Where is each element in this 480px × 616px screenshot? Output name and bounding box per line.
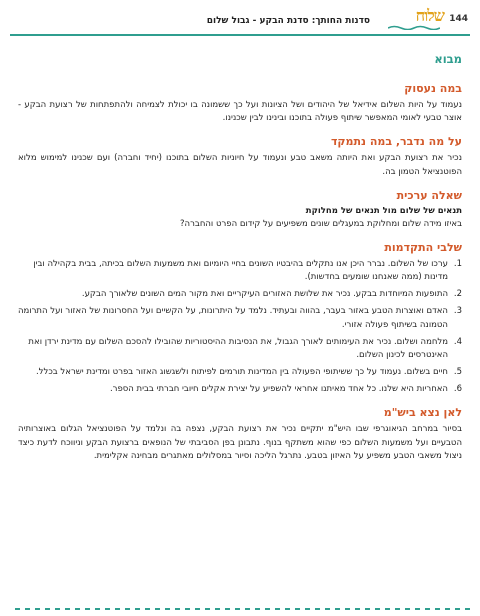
step-number: 5. [453, 367, 462, 378]
section-paragraph: בסיור במרחב הגיאוגרפי שבו היש"מ יתקיים נכיר את רצועת הבקע, נצפה בה ונלמד על הפוטנציאל הגלום באוצרותיה הטבעיים ועל משמעות השלום כפי שהוא משתקף בנוף. נתבונן בפן הסביבתי של הנופאים ברצועת הבקע וניווכח לדעת כיצד ניצול משאבי הטבע משפיע על האיזון בטבע. נתרגל הליכה וסיור במסלולים מאתגרים מבחינה אקלימית. [18, 424, 462, 461]
step-number: 6. [453, 384, 462, 395]
list-item [18, 305, 462, 331]
section-title: במה נעסוק [404, 82, 462, 95]
step-number: 2. [453, 289, 462, 300]
section-paragraph: נכיר את רצועת הבקע ואת היותה משאב טבע ונעמוד על חיוניות השלום בתוכנו (יחיד וחברה) ועם שכנינו למימוש מלוא הפוטנציאל הטמון בה. [18, 153, 462, 177]
section-steps [18, 241, 462, 397]
footer-divider [10, 608, 470, 610]
list-item [18, 258, 462, 284]
section-paragraph: באיזו מידה שלום ומחלוקת במעגלים שונים משפיעים על קידום הפרט והחברה? [180, 218, 462, 229]
section-title: שאלה ערכית [396, 188, 462, 202]
section-title: על מה נדבר, במה נתמקד [330, 135, 462, 149]
section-subtitle: תנאים של שלום מול תנאים של מחלוקת [305, 205, 462, 216]
section-focus [18, 135, 462, 178]
list-item [18, 336, 462, 362]
section-title: שלבי התקדמות [384, 240, 462, 254]
step-text: האחריות היא שלנו. כל אחד מאיתנו אחראי להשפיע על יצירת אקלים חיובי חברתי בבית הספר. [109, 384, 448, 395]
step-text: ערכו של השלום. נברר היכן אנו נתקלים בהיבטיו השונים בחיי היומיום ואת משמעות השלום בכיתה, בבית בקהילה ובין מדינות (ממה שאנחנו שומעים בחדשות). [33, 258, 448, 283]
step-text: האדם ואוצרות הטבע באזור בעבר, בהווה ובעתיד. נלמד על היתרונות, על הקשיים ועל החסרונות של האזור ועל התרומה הטמונה בשיתוף פעולה אזורי. [17, 306, 448, 330]
intro-title: מבוא [434, 52, 462, 66]
logo [384, 6, 444, 32]
step-number: 1. [453, 258, 462, 269]
page-number: 144 [449, 14, 468, 24]
list-item [18, 366, 462, 379]
step-number: 4. [453, 336, 462, 347]
page-content [18, 52, 462, 473]
section-title: לאן נצא ביש"מ [383, 406, 462, 420]
list-item [18, 383, 462, 396]
step-text: מלחמה ושלום. נכיר את העימותים לאורך הגבול, את הנסיבות ההיסטוריות שהובילו להסכם השלום עם מדינת ירדן ואת האינטרסים לכינון השלום. [28, 336, 448, 360]
running-head: סדנות החותך: סדנת הבקע - גבול שלום [206, 16, 370, 26]
section-value-question [18, 189, 462, 231]
section-paragraph: נעמוד על היות השלום אידיאל של היהודים ושל הציונות ועל כך ששמונה בו יכולת לצמיחה ולהתפתחות של רצועת הבקע - אוצר טבעי לאומי המאפשר שיתוף פעולה בתוכנו ובינינו לבין שכנינו. [18, 100, 462, 124]
list-item [18, 288, 462, 301]
page-header [10, 6, 470, 36]
logo-text: שלוח [415, 6, 444, 25]
logo-wave-icon [388, 25, 440, 30]
section-topic [18, 82, 462, 125]
step-number: 3. [453, 306, 462, 317]
section-field-trip [18, 406, 462, 463]
steps-list [18, 258, 462, 397]
step-text: חיים בשלום. נעמוד על כך ששיתופי הפעולה בין המדינות תורמים לפיתוח ולשגשוג האזור בפרט ומדינת ישראל בכלל. [35, 367, 448, 378]
step-text: התופעות המיוחדות בבקע. נכיר את שלושת האזורים העיקריים ואת מקור המים השונים שלאורך הבקע. [81, 289, 448, 300]
